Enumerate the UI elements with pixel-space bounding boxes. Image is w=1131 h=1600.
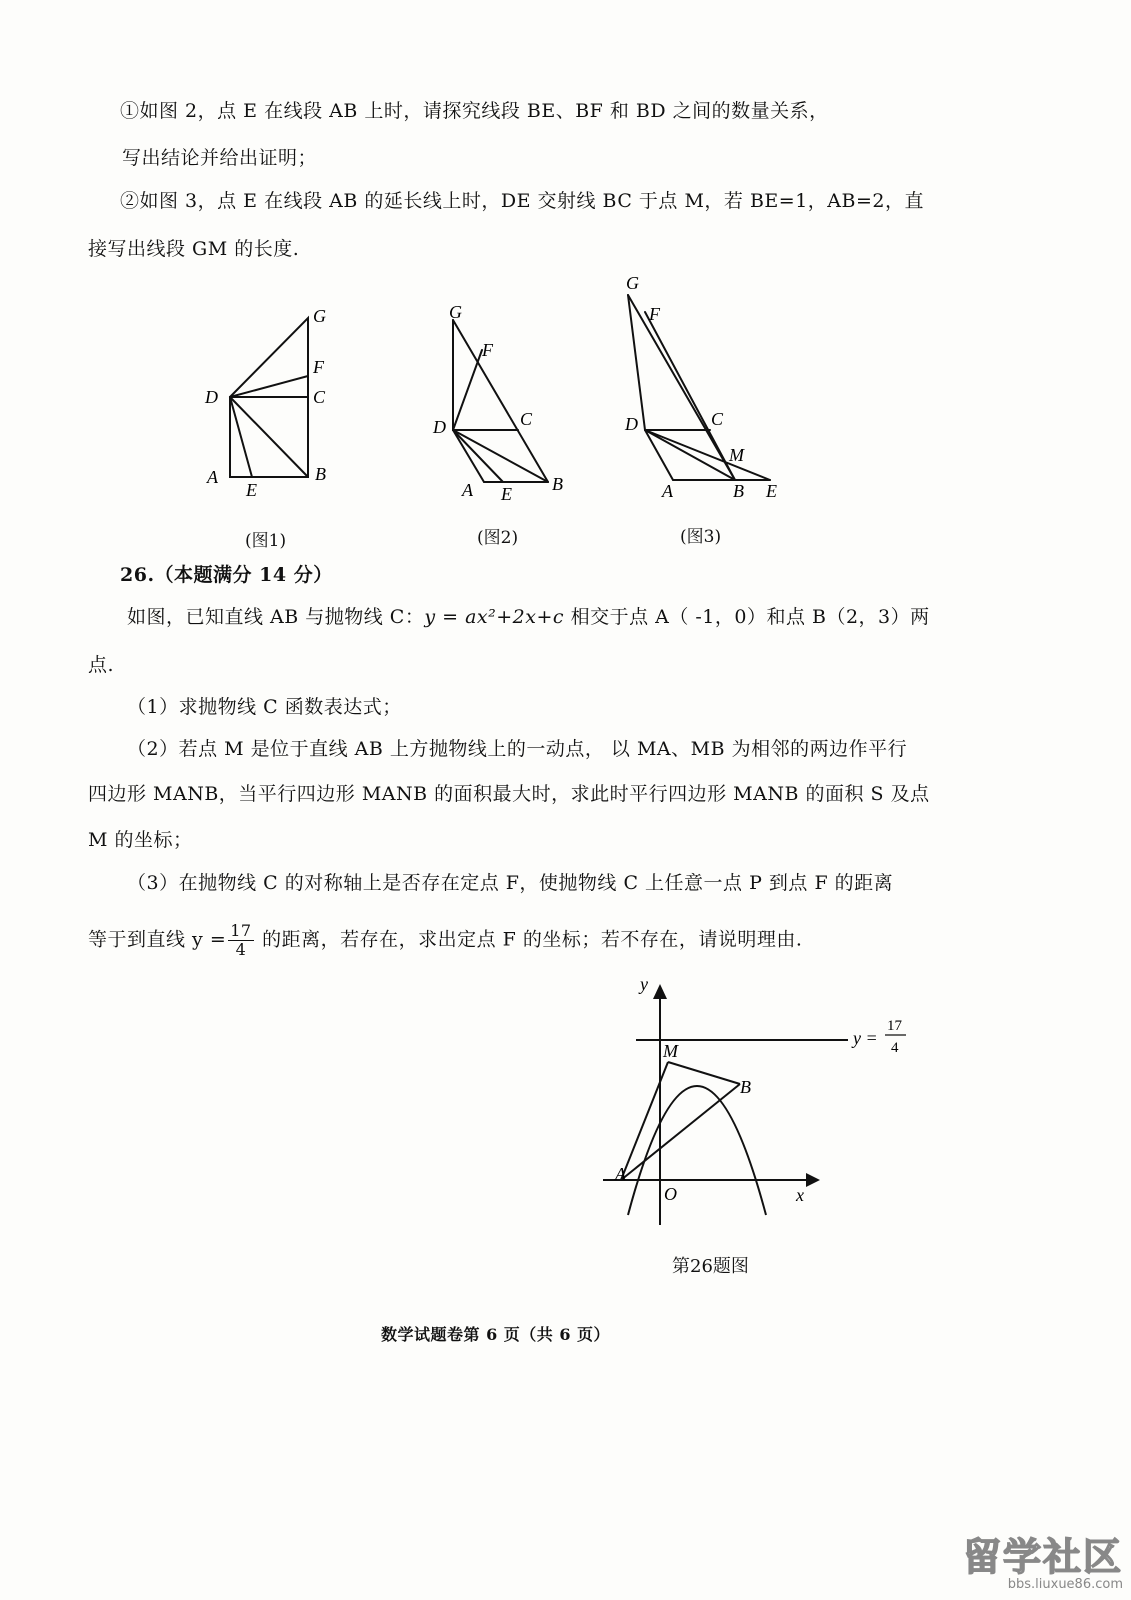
fig1-label-c: C (313, 387, 326, 407)
fig2-label-a: A (462, 480, 473, 500)
fig3-label-g: G (626, 273, 639, 293)
q26-sub2-line3: M 的坐标； (88, 829, 193, 851)
fig1-label-d: D (205, 387, 218, 407)
fig1-label-b: B (315, 464, 326, 484)
q26-sub3-line1: （3）在抛物线 C 的对称轴上是否存在定点 F，使抛物线 C 上任意一点 P 到点 F 的距离 (127, 872, 894, 894)
q26-sub2-line1: （2）若点 M 是位于直线 AB 上方抛物线上的一动点， 以 MA、MB 为相邻的两边作平行 (127, 738, 908, 760)
y-axis-arrow-icon (653, 984, 667, 999)
fig3-caption: (图3) (680, 527, 722, 547)
graph-label-x-axis: x (796, 1185, 804, 1205)
fig1-label-e: E (246, 480, 257, 500)
q26-heading: 26.（本题满分 14 分） (120, 564, 333, 586)
q26-intro-post: 相交于点 A（ -1，0）和点 B（2，3）两 (564, 606, 930, 628)
watermark-main: 留学社区 (962, 1535, 1123, 1579)
q26-sub3-line2 (88, 922, 802, 959)
graph26-caption: 第26题图 (672, 1256, 749, 1277)
fig3-label-m: M (729, 445, 744, 465)
segment-mb (668, 1062, 740, 1084)
q26-intro-line1 (127, 604, 930, 630)
graph-label-y-axis: y (640, 974, 648, 994)
q25-part2-line2: 接写出线段 GM 的长度. (88, 238, 300, 260)
line-ab (621, 1084, 740, 1180)
fig1-label-g: G (313, 306, 326, 326)
fig3-label-c: C (711, 409, 724, 429)
q26-intro-pre: 如图，已知直线 AB 与抛物线 C： (127, 606, 425, 628)
q26-sub3-line2-pre: 等于到直线 y = (88, 928, 227, 951)
graph-label-b: B (740, 1077, 751, 1097)
fig1-label-a: A (207, 467, 218, 487)
graph-label-origin: O (664, 1184, 677, 1204)
fig3-label-e: E (766, 481, 777, 501)
fig3-label-d: D (625, 414, 638, 434)
graph-line-label: y = (853, 1028, 878, 1048)
figure-1-drawing (230, 318, 308, 477)
fig3-label-a: A (662, 481, 673, 501)
q26-fraction-denominator: 4 (235, 940, 247, 959)
fig2-caption: (图2) (477, 528, 519, 548)
q26-fraction-numerator: 17 (230, 921, 252, 940)
fig2-label-d: D (433, 417, 446, 437)
x-axis-arrow-icon (806, 1173, 820, 1187)
q26-intro-equation: y = ax²+2x+c (424, 606, 565, 628)
q25-part1-line2: 写出结论并给出证明； (122, 147, 318, 169)
page-footer: 数学试题卷第 6 页（共 6 页） (381, 1325, 611, 1344)
q26-sub2-line2: 四边形 MANB，当平行四边形 MANB 的面积最大时，求此时平行四边形 MANB 的面积 S 及点 (88, 783, 930, 805)
graph-line-frac-num: 17 (887, 1018, 902, 1034)
fig3-label-b: B (733, 481, 744, 501)
fig2-label-c: C (520, 409, 533, 429)
q25-part1-line1: ①如图 2，点 E 在线段 AB 上时，请探究线段 BE、BF 和 BD 之间的数量关系， (120, 100, 829, 122)
q26-sub1: （1）求抛物线 C 函数表达式； (127, 696, 402, 718)
watermark-logo (963, 1537, 1123, 1592)
q25-part2-line1: ②如图 3，点 E 在线段 AB 的延长线上时，DE 交射线 BC 于点 M，若 BE=1，AB=2，直 (120, 190, 924, 212)
fig2-label-f: F (482, 340, 493, 360)
parabola-curve (628, 1086, 766, 1215)
fig2-label-e: E (501, 484, 512, 504)
fig2-label-g: G (449, 302, 462, 322)
graph-label-a: A (615, 1164, 626, 1184)
fig1-caption: (图1) (245, 531, 287, 551)
fig1-label-f: F (313, 357, 324, 377)
figure-2-drawing (453, 320, 548, 482)
fig3-label-f: F (649, 304, 660, 324)
q26-intro-line2: 点. (88, 654, 115, 676)
graph-label-m: M (663, 1041, 678, 1061)
watermark-sub: bbs.liuxue86.com (1007, 1577, 1123, 1592)
graph-line-frac-den: 4 (891, 1040, 899, 1056)
fig2-label-b: B (552, 474, 563, 494)
q26-sub3-line2-post: 的距离，若存在，求出定点 F 的坐标；若不存在，请说明理由. (255, 928, 803, 951)
q26-fraction (228, 922, 253, 959)
